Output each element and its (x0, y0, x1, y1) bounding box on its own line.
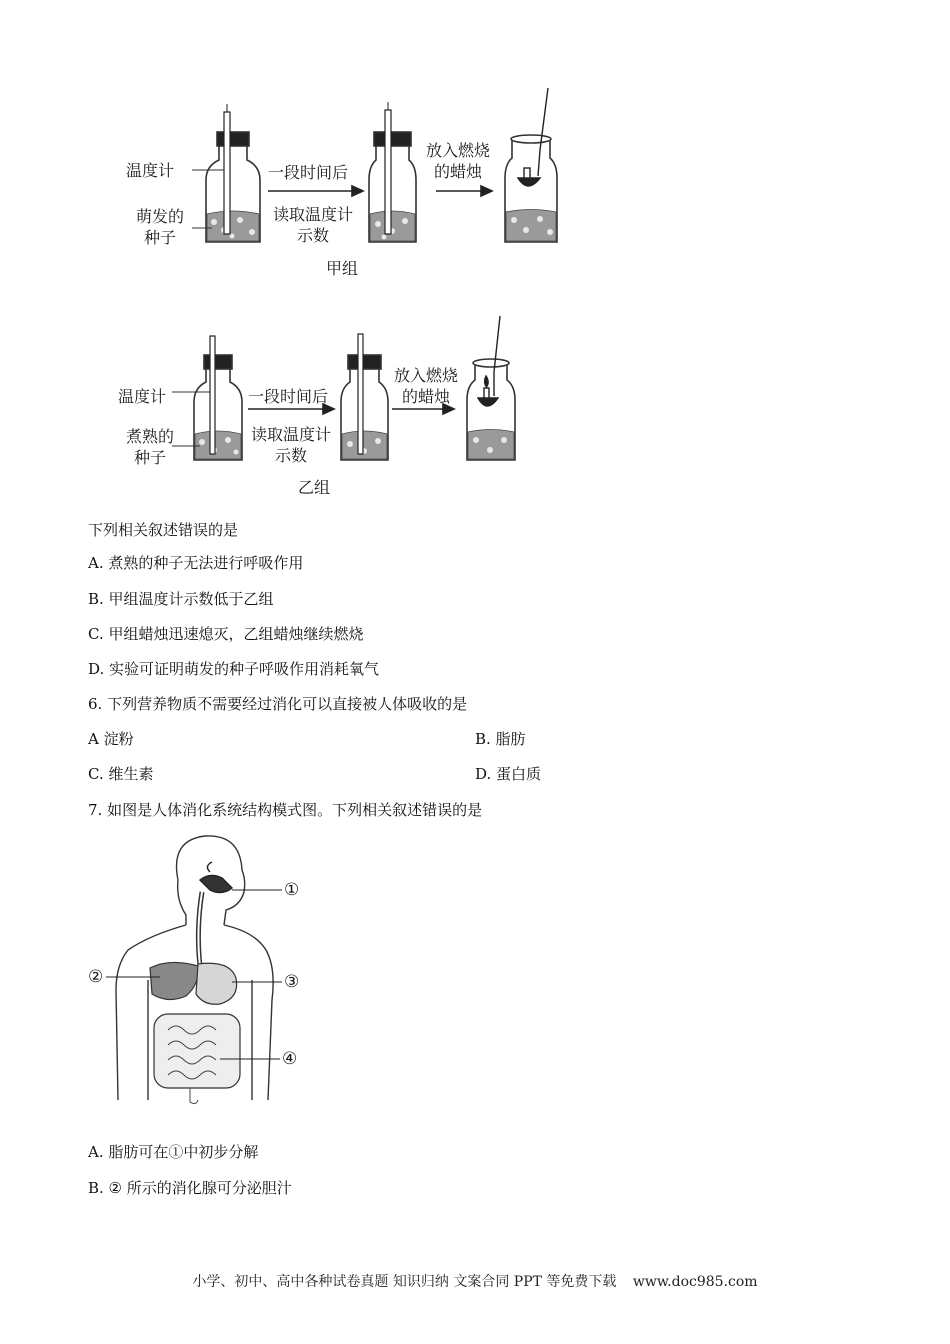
q5-option-b: B. 甲组温度计示数低于乙组 (88, 590, 274, 608)
yi-arrow1-bottom-line2: 示数 (274, 446, 307, 465)
jia-arrow1-top-label: 一段时间后 (268, 163, 349, 182)
q7-stem: 7. 如图是人体消化系统结构模式图。下列相关叙述错误的是 (88, 801, 483, 819)
marker-4: ④ (282, 1049, 298, 1069)
q5-option-a: A. 煮熟的种子无法进行呼吸作用 (88, 554, 304, 572)
marker-2: ② (88, 967, 104, 987)
footer-text: 小学、初中、高中各种试卷真题 知识归纳 文案合同 PPT 等免费下载 (192, 1274, 617, 1290)
jia-seeds-label-line1: 萌发的 (135, 207, 184, 226)
q7-option-a: A. 脂肪可在①中初步分解 (88, 1143, 259, 1161)
marker-3: ③ (284, 972, 300, 992)
yi-thermometer-label: 温度计 (118, 387, 167, 406)
yi-arrow1-bottom-line1: 读取温度计 (250, 425, 331, 444)
jia-arrow2-line1: 放入燃烧 (425, 141, 490, 160)
jia-seeds-label-line2: 种子 (143, 228, 176, 247)
marker-1: ① (284, 880, 300, 900)
yi-seeds-label-line2: 种子 (133, 448, 166, 467)
q6-option-d: D. 蛋白质 (475, 765, 542, 783)
jia-arrow1-bottom-line2: 示数 (296, 226, 329, 245)
yi-seeds-label-line1: 煮熟的 (125, 427, 174, 446)
page-footer (0, 1271, 950, 1291)
jia-arrow2-line2: 的蜡烛 (433, 162, 482, 181)
yi-caption: 乙组 (298, 478, 331, 497)
jia-arrow1-bottom-line1: 读取温度计 (272, 205, 353, 224)
q6-option-a: A 淀粉 (88, 730, 134, 748)
yi-arrow2-line1: 放入燃烧 (393, 366, 458, 385)
footer-link[interactable]: www.doc985.com (632, 1274, 758, 1290)
jia-thermometer-label: 温度计 (126, 161, 175, 180)
yi-arrow2-line2: 的蜡烛 (401, 387, 450, 406)
yi-arrow1-top-label: 一段时间后 (248, 387, 329, 406)
q7-option-b: B. ② 所示的消化腺可分泌胆汁 (88, 1179, 292, 1197)
q5-option-d: D. 实验可证明萌发的种子呼吸作用消耗氧气 (88, 660, 380, 678)
q5-stem: 下列相关叙述错误的是 (88, 521, 239, 539)
q6-stem: 6. 下列营养物质不需要经过消化可以直接被人体吸收的是 (88, 695, 468, 713)
q6-option-c: C. 维生素 (88, 765, 154, 783)
q6-option-b: B. 脂肪 (475, 730, 526, 748)
jia-caption: 甲组 (326, 259, 359, 278)
q5-option-c: C. 甲组蜡烛迅速熄灭，乙组蜡烛继续燃烧 (88, 625, 364, 643)
